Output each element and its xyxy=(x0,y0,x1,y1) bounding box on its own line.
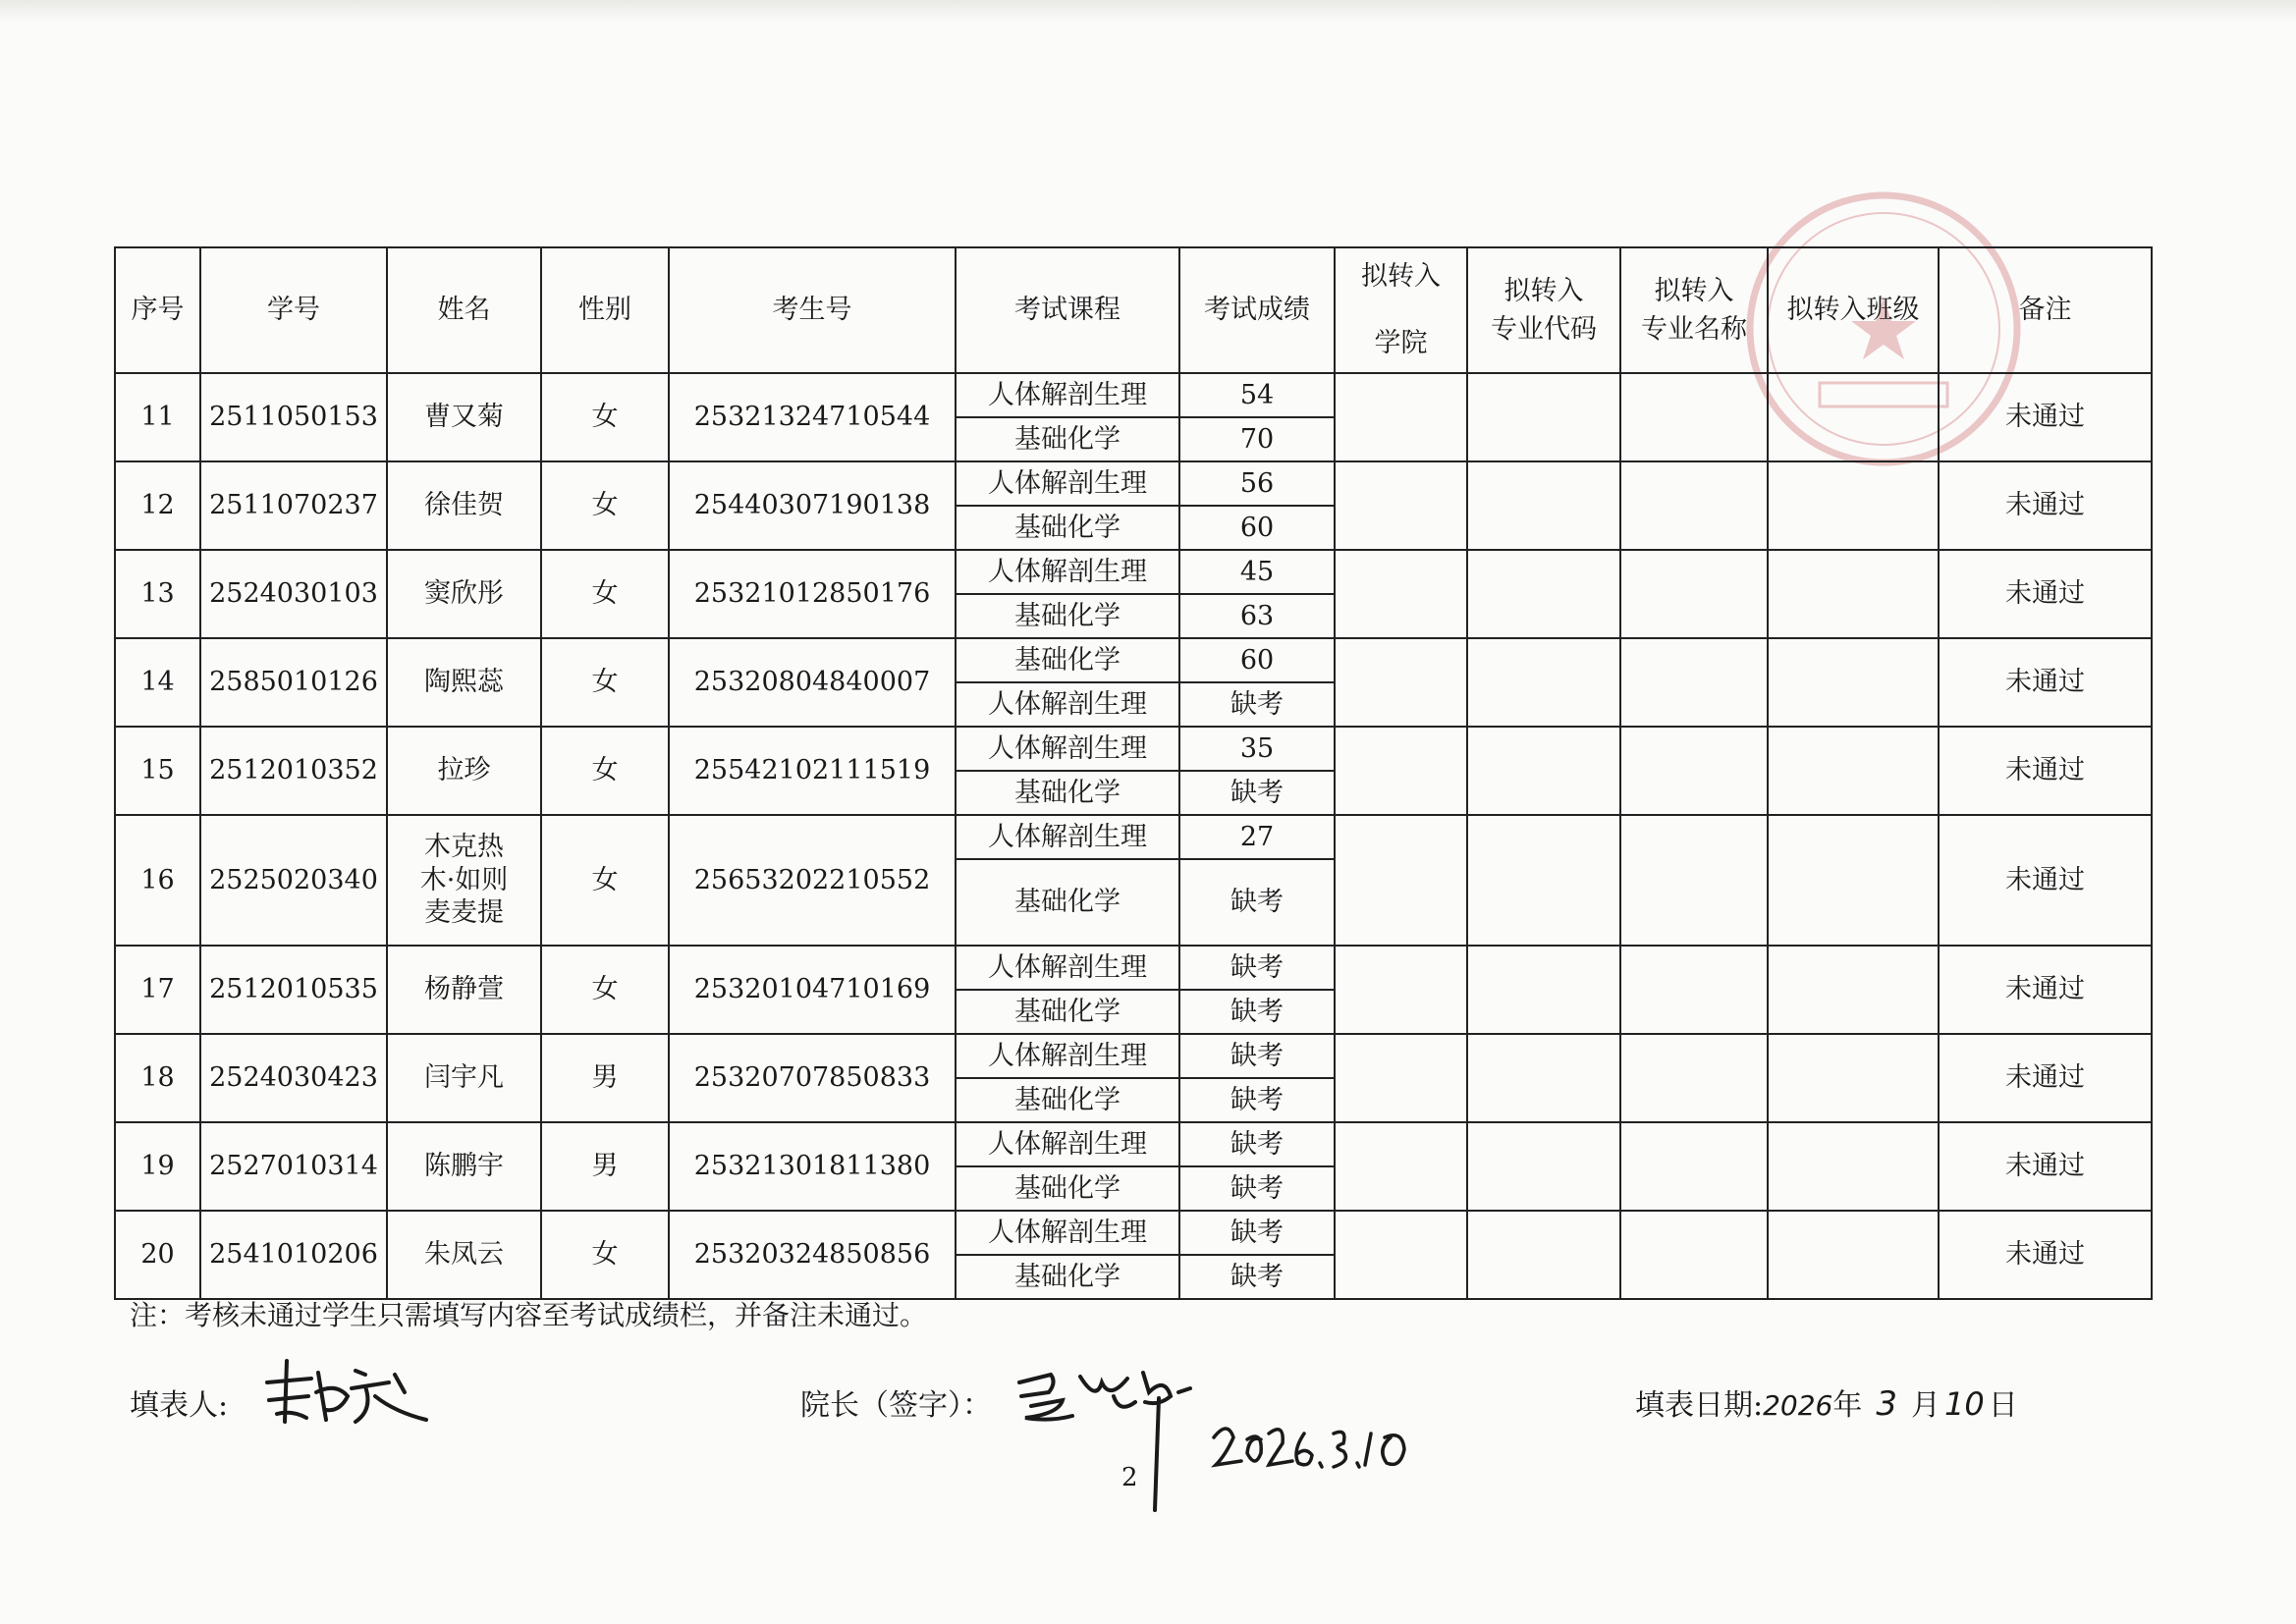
cell-target-major-name xyxy=(1620,1122,1768,1211)
cell-score: 60 xyxy=(1179,638,1335,682)
cell-remark: 未通过 xyxy=(1939,946,2152,1034)
date-day: 10 xyxy=(1944,1385,1985,1423)
cell-score: 35 xyxy=(1179,727,1335,771)
cell-target-major-code xyxy=(1467,815,1620,946)
cell-name: 窦欣彤 xyxy=(387,550,541,638)
cell-target-class xyxy=(1768,550,1939,638)
cell-score: 54 xyxy=(1179,373,1335,417)
cell-remark: 未通过 xyxy=(1939,727,2152,815)
cell-remark: 未通过 xyxy=(1939,461,2152,550)
cell-score: 缺考 xyxy=(1179,1078,1335,1122)
cell-score: 缺考 xyxy=(1179,1034,1335,1078)
cell-remark: 未通过 xyxy=(1939,1122,2152,1211)
cell-course: 基础化学 xyxy=(956,1078,1179,1122)
cell-course: 人体解剖生理 xyxy=(956,461,1179,506)
table-note: 注：考核未通过学生只需填写内容至考试成绩栏，并备注未通过。 xyxy=(130,1299,928,1331)
cell-name: 杨静萱 xyxy=(387,946,541,1034)
header-target-major-code: 拟转入 专业代码 xyxy=(1467,247,1620,373)
cell-remark: 未通过 xyxy=(1939,550,2152,638)
cell-name: 徐佳贺 xyxy=(387,461,541,550)
cell-seq: 20 xyxy=(115,1211,200,1299)
cell-score: 45 xyxy=(1179,550,1335,594)
cell-exam-no: 25320324850856 xyxy=(669,1211,956,1299)
cell-target-major-code xyxy=(1467,727,1620,815)
cell-seq: 19 xyxy=(115,1122,200,1211)
cell-exam-no: 25320707850833 xyxy=(669,1034,956,1122)
cell-course: 人体解剖生理 xyxy=(956,727,1179,771)
cell-name: 陈鹏宇 xyxy=(387,1122,541,1211)
cell-course: 人体解剖生理 xyxy=(956,946,1179,990)
header-student-id: 学号 xyxy=(200,247,387,373)
cell-exam-no: 25320804840007 xyxy=(669,638,956,727)
cell-student-id: 2541010206 xyxy=(200,1211,387,1299)
cell-exam-no: 25321012850176 xyxy=(669,550,956,638)
cell-target-class xyxy=(1768,1122,1939,1211)
cell-exam-no: 25653202210552 xyxy=(669,815,956,946)
date-day-unit: 日 xyxy=(1988,1388,2018,1423)
cell-score: 缺考 xyxy=(1179,859,1335,946)
cell-course: 人体解剖生理 xyxy=(956,550,1179,594)
cell-target-major-code xyxy=(1467,1122,1620,1211)
header-name: 姓名 xyxy=(387,247,541,373)
cell-score: 56 xyxy=(1179,461,1335,506)
cell-target-major-name xyxy=(1620,550,1768,638)
cell-remark: 未通过 xyxy=(1939,1034,2152,1122)
cell-seq: 14 xyxy=(115,638,200,727)
table-row xyxy=(115,550,2152,594)
cell-gender: 男 xyxy=(541,1122,669,1211)
cell-score: 缺考 xyxy=(1179,990,1335,1034)
header-score: 考试成绩 xyxy=(1179,247,1335,373)
cell-remark: 未通过 xyxy=(1939,373,2152,461)
cell-score: 缺考 xyxy=(1179,1255,1335,1299)
cell-score: 缺考 xyxy=(1179,946,1335,990)
cell-score: 缺考 xyxy=(1179,771,1335,815)
cell-course: 基础化学 xyxy=(956,859,1179,946)
cell-gender: 男 xyxy=(541,1034,669,1122)
cell-course: 基础化学 xyxy=(956,506,1179,550)
cell-seq: 18 xyxy=(115,1034,200,1122)
cell-gender: 女 xyxy=(541,1211,669,1299)
cell-course: 基础化学 xyxy=(956,638,1179,682)
filler-signature xyxy=(257,1353,434,1432)
cell-target-major-name xyxy=(1620,1211,1768,1299)
cell-score: 缺考 xyxy=(1179,1211,1335,1255)
cell-student-id: 2524030423 xyxy=(200,1034,387,1122)
cell-gender: 女 xyxy=(541,638,669,727)
cell-course: 基础化学 xyxy=(956,1255,1179,1299)
cell-target-college xyxy=(1335,1211,1467,1299)
cell-score: 缺考 xyxy=(1179,1122,1335,1166)
fill-date xyxy=(1635,1380,2018,1424)
cell-target-class xyxy=(1768,1034,1939,1122)
cell-target-class xyxy=(1768,727,1939,815)
cell-course: 基础化学 xyxy=(956,1166,1179,1211)
table-row xyxy=(115,1122,2152,1166)
cell-course: 人体解剖生理 xyxy=(956,373,1179,417)
table-row xyxy=(115,638,2152,682)
cell-name: 拉珍 xyxy=(387,727,541,815)
cell-course: 基础化学 xyxy=(956,771,1179,815)
cell-target-major-code xyxy=(1467,638,1620,727)
header-exam-no: 考生号 xyxy=(669,247,956,373)
cell-target-major-code xyxy=(1467,1034,1620,1122)
cell-target-class xyxy=(1768,461,1939,550)
cell-student-id: 2527010314 xyxy=(200,1122,387,1211)
cell-course: 基础化学 xyxy=(956,594,1179,638)
cell-target-class xyxy=(1768,946,1939,1034)
filler-label: 填表人: xyxy=(130,1388,229,1423)
cell-target-college xyxy=(1335,373,1467,461)
cell-target-major-name xyxy=(1620,461,1768,550)
cell-course: 人体解剖生理 xyxy=(956,1034,1179,1078)
header-target-college: 拟转入 学院 xyxy=(1335,247,1467,373)
cell-gender: 女 xyxy=(541,550,669,638)
cell-target-college xyxy=(1335,727,1467,815)
cell-target-major-code xyxy=(1467,373,1620,461)
cell-target-major-code xyxy=(1467,550,1620,638)
header-target-class: 拟转入班级 xyxy=(1768,247,1939,373)
cell-student-id: 2511050153 xyxy=(200,373,387,461)
cell-remark: 未通过 xyxy=(1939,638,2152,727)
cell-student-id: 2511070237 xyxy=(200,461,387,550)
cell-exam-no: 25321301811380 xyxy=(669,1122,956,1211)
cell-name: 曹又菊 xyxy=(387,373,541,461)
header-target-major-name: 拟转入 专业名称 xyxy=(1620,247,1768,373)
header-course: 考试课程 xyxy=(956,247,1179,373)
cell-score: 70 xyxy=(1179,417,1335,461)
cell-seq: 15 xyxy=(115,727,200,815)
cell-remark: 未通过 xyxy=(1939,815,2152,946)
cell-exam-no: 25320104710169 xyxy=(669,946,956,1034)
cell-course: 基础化学 xyxy=(956,417,1179,461)
table-row xyxy=(115,373,2152,417)
table-header-row xyxy=(115,247,2152,373)
page-number: 2 xyxy=(1121,1463,1138,1492)
cell-course: 人体解剖生理 xyxy=(956,1122,1179,1166)
cell-course: 人体解剖生理 xyxy=(956,682,1179,727)
cell-target-college xyxy=(1335,815,1467,946)
cell-gender: 女 xyxy=(541,815,669,946)
cell-gender: 女 xyxy=(541,727,669,815)
cell-target-major-name xyxy=(1620,638,1768,727)
cell-exam-no: 25321324710544 xyxy=(669,373,956,461)
dean-signature-date xyxy=(1208,1414,1424,1483)
cell-seq: 12 xyxy=(115,461,200,550)
cell-student-id: 2524030103 xyxy=(200,550,387,638)
table-row xyxy=(115,1034,2152,1078)
cell-target-class xyxy=(1768,373,1939,461)
dean-signature xyxy=(1011,1353,1237,1520)
transfer-exam-results-table xyxy=(114,246,2153,1300)
cell-name: 朱凤云 xyxy=(387,1211,541,1299)
date-year: 2026 xyxy=(1763,1389,1833,1422)
cell-target-class xyxy=(1768,1211,1939,1299)
cell-score: 缺考 xyxy=(1179,1166,1335,1211)
cell-target-major-name xyxy=(1620,727,1768,815)
header-seq: 序号 xyxy=(115,247,200,373)
cell-target-class xyxy=(1768,638,1939,727)
cell-target-major-code xyxy=(1467,1211,1620,1299)
cell-student-id: 2512010535 xyxy=(200,946,387,1034)
cell-target-major-name xyxy=(1620,946,1768,1034)
dean-label: 院长（签字）： xyxy=(800,1388,992,1423)
cell-exam-no: 25542102111519 xyxy=(669,727,956,815)
cell-course: 基础化学 xyxy=(956,990,1179,1034)
table-row xyxy=(115,461,2152,506)
cell-name: 木克热 木·如则 麦麦提 xyxy=(387,815,541,946)
cell-student-id: 2585010126 xyxy=(200,638,387,727)
cell-target-major-code xyxy=(1467,946,1620,1034)
cell-score: 27 xyxy=(1179,815,1335,859)
cell-score: 63 xyxy=(1179,594,1335,638)
scan-edge-shade xyxy=(0,0,2296,22)
header-gender: 性别 xyxy=(541,247,669,373)
table-row xyxy=(115,815,2152,859)
cell-name: 闫宇凡 xyxy=(387,1034,541,1122)
cell-gender: 女 xyxy=(541,946,669,1034)
cell-seq: 11 xyxy=(115,373,200,461)
cell-target-major-name xyxy=(1620,815,1768,946)
cell-score: 60 xyxy=(1179,506,1335,550)
cell-course: 人体解剖生理 xyxy=(956,815,1179,859)
cell-target-college xyxy=(1335,550,1467,638)
date-label: 填表日期: xyxy=(1635,1388,1764,1423)
cell-remark: 未通过 xyxy=(1939,1211,2152,1299)
cell-target-major-name xyxy=(1620,1034,1768,1122)
date-month: 3 xyxy=(1876,1384,1898,1424)
cell-target-major-code xyxy=(1467,461,1620,550)
cell-name: 陶熙蕊 xyxy=(387,638,541,727)
table-row xyxy=(115,727,2152,771)
cell-student-id: 2512010352 xyxy=(200,727,387,815)
cell-score: 缺考 xyxy=(1179,682,1335,727)
cell-target-college xyxy=(1335,946,1467,1034)
table-row xyxy=(115,946,2152,990)
cell-target-college xyxy=(1335,638,1467,727)
cell-target-class xyxy=(1768,815,1939,946)
cell-gender: 女 xyxy=(541,461,669,550)
cell-seq: 16 xyxy=(115,815,200,946)
cell-seq: 17 xyxy=(115,946,200,1034)
date-year-unit: 年 xyxy=(1832,1388,1863,1423)
cell-target-college xyxy=(1335,1122,1467,1211)
cell-seq: 13 xyxy=(115,550,200,638)
cell-student-id: 2525020340 xyxy=(200,815,387,946)
cell-target-college xyxy=(1335,461,1467,550)
cell-gender: 女 xyxy=(541,373,669,461)
table-body xyxy=(115,373,2152,1299)
cell-exam-no: 25440307190138 xyxy=(669,461,956,550)
cell-target-major-name xyxy=(1620,373,1768,461)
date-month-unit: 月 xyxy=(1911,1388,1941,1423)
cell-course: 人体解剖生理 xyxy=(956,1211,1179,1255)
table-row xyxy=(115,1211,2152,1255)
header-remark: 备注 xyxy=(1939,247,2152,373)
cell-target-college xyxy=(1335,1034,1467,1122)
